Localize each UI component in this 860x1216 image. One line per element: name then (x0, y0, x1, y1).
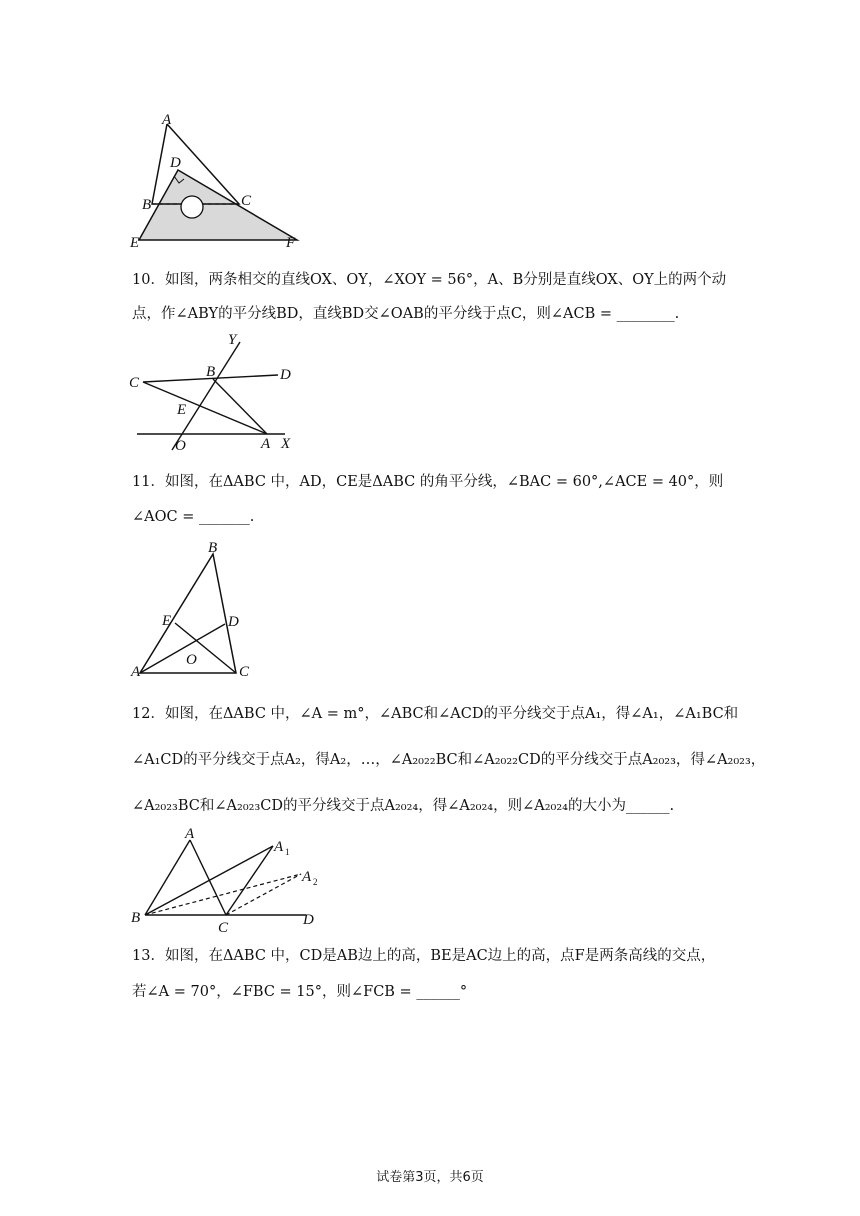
label-a: A (131, 664, 141, 680)
label-a: A (185, 826, 195, 842)
q10-text-1: 如图，两条相交的直线OX、OY，∠XOY = 56°，A、B分别是直线OX、OY上的两个动 (164, 272, 727, 288)
line-ca1 (226, 846, 273, 915)
figure-q11 (128, 538, 258, 683)
q12-line-1 (132, 704, 738, 724)
figure-q10 (125, 330, 305, 455)
figure-q9 (120, 110, 320, 255)
line-ca2 (226, 874, 301, 915)
q13-text-1: 如图，在ΔABC 中，CD是AB边上的高，BE是AC边上的高，点F是两条高线的交点， (164, 948, 716, 964)
label-c: C (241, 193, 252, 209)
line-ab (213, 379, 267, 434)
q12-text-2: ∠A₁CD的平分线交于点A₂，得A₂，…，∠A₂₀₂₂BC和∠A₂₀₂₂CD的平分线交于点A₂₀₂₃，得∠A₂₀₂₃， (132, 752, 766, 768)
q13-line-1 (132, 946, 715, 966)
label-a2: A (302, 869, 312, 885)
figure-q9-svg (120, 110, 320, 255)
figure-q12 (128, 826, 328, 936)
label-e: E (162, 613, 172, 629)
q12-text-3: ∠A₂₀₂₃BC和∠A₂₀₂₃CD的平分线交于点A₂₀₂₄，得∠A₂₀₂₄，则∠A₂₀₂₄的大小为______. (132, 798, 675, 814)
q13-number: 13． (132, 948, 165, 964)
label-x: X (281, 436, 291, 452)
label-c: C (129, 375, 140, 391)
q10-line-1 (132, 270, 726, 290)
label-e: E (177, 402, 187, 418)
line-ba1 (145, 846, 273, 915)
q11-text-1: 如图，在ΔABC 中，AD，CE是ΔABC 的角平分线，∠BAC = 60°,∠ACE = 40°，则 (164, 474, 724, 490)
label-a1-sub: 1 (285, 847, 290, 857)
label-d: D (228, 614, 239, 630)
label-d: D (170, 155, 181, 171)
q13-text-2: 若∠A = 70°，∠FBC = 15°，则∠FCB = ______° (132, 984, 468, 1000)
q12-number: 12． (132, 706, 165, 722)
line-ba (145, 840, 190, 915)
label-a2-sub: 2 (313, 877, 318, 887)
q10-line-2 (132, 304, 679, 324)
label-b: B (142, 197, 152, 213)
q13-line-2 (132, 982, 467, 1002)
circle-mark (181, 196, 203, 218)
label-a: A (261, 436, 271, 452)
q11-text-2: ∠AOC = _______. (132, 509, 255, 525)
label-o: O (175, 438, 186, 454)
q12-text-1: 如图，在ΔABC 中，∠A = m°，∠ABC和∠ACD的平分线交于点A₁，得∠A₁，∠A₁BC和 (164, 706, 739, 722)
label-c: C (218, 920, 229, 936)
label-d: D (303, 912, 314, 928)
page-footer: 试卷第3页，共6页 (376, 1170, 484, 1185)
bisector-ad (140, 624, 225, 673)
q12-line-3 (132, 796, 674, 816)
label-f: F (286, 235, 296, 251)
figure-q12-svg (128, 826, 328, 936)
line-ac (190, 840, 226, 915)
label-b: B (206, 364, 216, 380)
line-ca (143, 382, 267, 434)
figure-q10-svg (125, 330, 305, 455)
q12-line-2 (132, 750, 765, 770)
label-a: A (162, 112, 172, 128)
q11-line-1 (132, 472, 723, 492)
q10-number: 10． (132, 272, 165, 288)
q10-text-2: 点，作∠ABY的平分线BD，直线BD交∠OAB的平分线于点C，则∠ACB = ________. (132, 306, 680, 322)
label-o: O (186, 652, 197, 668)
label-c: C (239, 664, 250, 680)
label-d: D (280, 367, 291, 383)
label-a1: A (274, 839, 284, 855)
label-e: E (130, 235, 140, 251)
q11-line-2 (132, 507, 254, 527)
q11-number: 11． (132, 474, 165, 490)
label-b: B (131, 910, 141, 926)
label-b: B (208, 540, 218, 556)
label-y: Y (228, 332, 237, 348)
figure-q11-svg (128, 538, 258, 683)
